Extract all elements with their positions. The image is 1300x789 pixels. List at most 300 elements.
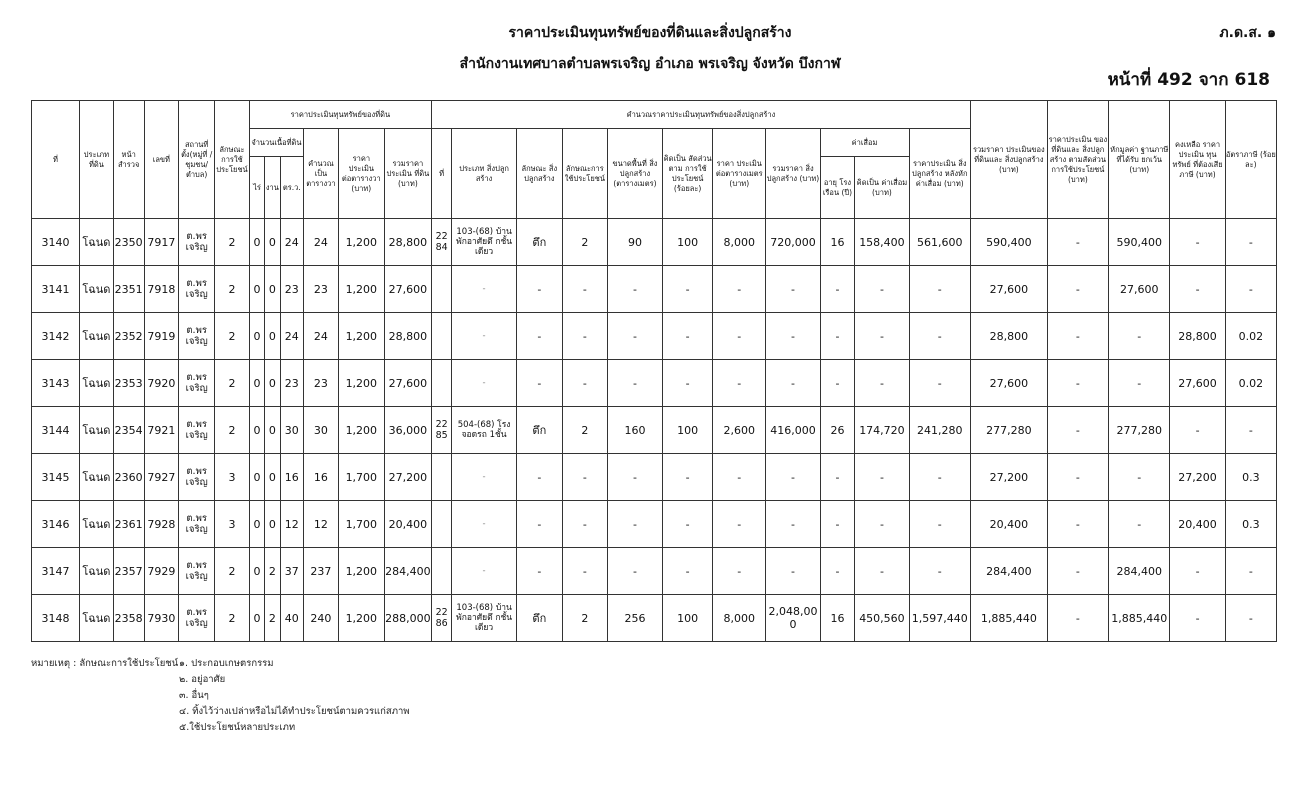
cell-b-no: 22 85: [431, 407, 451, 454]
cell-tax-rate: -: [1225, 219, 1276, 266]
cell-b-after-dep: -: [909, 501, 970, 548]
cell-grand-total: 1,885,440: [970, 595, 1047, 642]
cell-ngan: 2: [265, 595, 280, 642]
cell-location: ต.พร เจริญ: [179, 313, 215, 360]
cell-rai: 0: [249, 501, 264, 548]
cell-location: ต.พร เจริญ: [179, 501, 215, 548]
col-building-after-dep: ราคาประเมิน สิ่งปลูกสร้าง หลังหัก ค่าเสื่อม (บาท): [909, 129, 970, 219]
cell-sqwa: 37: [280, 548, 304, 595]
cell-grand-total: 284,400: [970, 548, 1047, 595]
cell-use-type: 3: [215, 501, 250, 548]
cell-b-area: -: [607, 548, 662, 595]
cell-land-type: โฉนด: [80, 266, 114, 313]
cell-total-land-value: 27,600: [384, 360, 431, 407]
cell-ngan: 0: [265, 501, 280, 548]
cell-deed-no: 7927: [144, 454, 179, 501]
cell-total-land-value: 28,800: [384, 219, 431, 266]
cell-b-use: 2: [562, 595, 607, 642]
cell-sqwa: 24: [280, 219, 304, 266]
cell-deed-no: 7929: [144, 548, 179, 595]
cell-dep-value: 158,400: [855, 219, 909, 266]
cell-tax-rate: 0.02: [1225, 313, 1276, 360]
cell-dep-age: -: [820, 360, 855, 407]
cell-rai: 0: [249, 595, 264, 642]
cell-b-after-dep: 561,600: [909, 219, 970, 266]
cell-b-ratio: -: [663, 548, 713, 595]
cell-b-kind: -: [516, 454, 562, 501]
cell-b-use: -: [562, 313, 607, 360]
col-dep-age: อายุ โรงเรือน (ปี): [820, 157, 855, 219]
cell-land-type: โฉนด: [80, 313, 114, 360]
col-sqwa: ตร.ว.: [280, 157, 304, 219]
cell-no: 3140: [32, 219, 80, 266]
cell-taxable: -: [1170, 595, 1225, 642]
cell-b-area: 90: [607, 219, 662, 266]
cell-value-by-use: -: [1047, 595, 1108, 642]
table-row: [32, 548, 1277, 595]
cell-land-type: โฉนด: [80, 407, 114, 454]
cell-b-area: -: [607, 266, 662, 313]
cell-location: ต.พร เจริญ: [179, 595, 215, 642]
cell-b-kind: -: [516, 360, 562, 407]
table-row: [32, 501, 1277, 548]
cell-deed-no: 7920: [144, 360, 179, 407]
cell-dep-age: -: [820, 266, 855, 313]
cell-price-per-sqwa: 1,200: [338, 548, 384, 595]
cell-sqwa: 23: [280, 360, 304, 407]
cell-grand-total: 20,400: [970, 501, 1047, 548]
cell-b-kind: -: [516, 266, 562, 313]
cell-price-per-sqwa: 1,200: [338, 219, 384, 266]
cell-b-no: 22 86: [431, 595, 451, 642]
cell-value-by-use: -: [1047, 266, 1108, 313]
cell-dep-age: 16: [820, 595, 855, 642]
cell-exemption: 27,600: [1109, 266, 1170, 313]
table-row: [32, 266, 1277, 313]
cell-total-land-value: 284,400: [384, 548, 431, 595]
cell-grand-total: 27,600: [970, 266, 1047, 313]
notes-item: ๕.ใช้ประโยชน์หลายประเภท: [179, 722, 296, 733]
cell-use-type: 2: [215, 595, 250, 642]
cell-use-type: 2: [215, 313, 250, 360]
cell-survey-page: 2354: [113, 407, 144, 454]
cell-no: 3148: [32, 595, 80, 642]
notes-label: หมายเหตุ : ลักษณะการใช้ประโยชน์: [31, 658, 179, 669]
cell-b-total: -: [766, 454, 820, 501]
cell-exemption: 590,400: [1109, 219, 1170, 266]
cell-dep-value: -: [855, 360, 909, 407]
cell-b-after-dep: -: [909, 454, 970, 501]
table-row: [32, 360, 1277, 407]
cell-location: ต.พร เจริญ: [179, 548, 215, 595]
cell-location: ต.พร เจริญ: [179, 407, 215, 454]
cell-b-ratio: 100: [663, 407, 713, 454]
cell-exemption: 1,885,440: [1109, 595, 1170, 642]
col-ngan: งาน: [265, 157, 280, 219]
cell-b-type: -: [452, 454, 516, 501]
cell-location: ต.พร เจริญ: [179, 219, 215, 266]
cell-b-total: 2,048,00 0: [766, 595, 820, 642]
cell-use-type: 2: [215, 360, 250, 407]
cell-grand-total: 28,800: [970, 313, 1047, 360]
cell-calc-sqwa: 237: [304, 548, 339, 595]
cell-b-use: 2: [562, 219, 607, 266]
col-use-type: ลักษณะ การใช้ ประโยชน์: [215, 101, 250, 219]
cell-b-price-sqm: -: [713, 313, 766, 360]
cell-taxable: 27,600: [1170, 360, 1225, 407]
cell-b-no: [431, 313, 451, 360]
cell-b-total: 720,000: [766, 219, 820, 266]
cell-price-per-sqwa: 1,700: [338, 501, 384, 548]
cell-no: 3142: [32, 313, 80, 360]
col-building-type: ประเภท สิ่งปลูกสร้าง: [452, 129, 516, 219]
cell-value-by-use: -: [1047, 454, 1108, 501]
cell-b-no: 22 84: [431, 219, 451, 266]
cell-b-area: -: [607, 360, 662, 407]
cell-b-type: 103-(68) บ้านพักอาศัยตึ กชั้นเดียว: [452, 219, 516, 266]
cell-dep-value: -: [855, 501, 909, 548]
cell-calc-sqwa: 24: [304, 313, 339, 360]
cell-grand-total: 27,600: [970, 360, 1047, 407]
cell-total-land-value: 28,800: [384, 313, 431, 360]
cell-b-total: -: [766, 266, 820, 313]
cell-b-kind: ตึก: [516, 595, 562, 642]
cell-taxable: 20,400: [1170, 501, 1225, 548]
cell-b-price-sqm: -: [713, 501, 766, 548]
assessment-table: [31, 100, 1277, 642]
cell-value-by-use: -: [1047, 407, 1108, 454]
cell-tax-rate: 0.3: [1225, 501, 1276, 548]
cell-b-use: -: [562, 266, 607, 313]
cell-dep-age: 16: [820, 219, 855, 266]
cell-tax-rate: -: [1225, 266, 1276, 313]
cell-price-per-sqwa: 1,200: [338, 313, 384, 360]
cell-price-per-sqwa: 1,200: [338, 407, 384, 454]
cell-land-type: โฉนด: [80, 454, 114, 501]
cell-dep-value: 174,720: [855, 407, 909, 454]
group-depreciation: ค่าเสื่อม: [820, 129, 909, 157]
cell-survey-page: 2352: [113, 313, 144, 360]
cell-b-ratio: 100: [663, 595, 713, 642]
cell-rai: 0: [249, 219, 264, 266]
cell-sqwa: 23: [280, 266, 304, 313]
col-survey-page: หน้า สำรวจ: [113, 101, 144, 219]
cell-dep-value: -: [855, 313, 909, 360]
cell-dep-age: -: [820, 454, 855, 501]
cell-survey-page: 2357: [113, 548, 144, 595]
cell-rai: 0: [249, 454, 264, 501]
cell-total-land-value: 27,600: [384, 266, 431, 313]
cell-taxable: -: [1170, 407, 1225, 454]
cell-b-price-sqm: -: [713, 360, 766, 407]
cell-rai: 0: [249, 360, 264, 407]
cell-dep-age: 26: [820, 407, 855, 454]
cell-exemption: -: [1109, 454, 1170, 501]
cell-rai: 0: [249, 407, 264, 454]
cell-b-area: -: [607, 454, 662, 501]
cell-rai: 0: [249, 266, 264, 313]
cell-no: 3146: [32, 501, 80, 548]
col-deed-no: เลขที่: [144, 101, 179, 219]
cell-exemption: 284,400: [1109, 548, 1170, 595]
cell-ngan: 0: [265, 219, 280, 266]
table-row: [32, 313, 1277, 360]
cell-sqwa: 24: [280, 313, 304, 360]
cell-calc-sqwa: 24: [304, 219, 339, 266]
cell-sqwa: 16: [280, 454, 304, 501]
page-subtitle: สำนักงานเทศบาลตำบลพรเจริญ อำเภอ พรเจริญ จังหวัด บึงกาฬ: [459, 56, 841, 72]
cell-grand-total: 27,200: [970, 454, 1047, 501]
col-total-land-value: รวมราคา ประเมิน ที่ดิน (บาท): [384, 129, 431, 219]
page-label: หน้าที่: [1107, 70, 1152, 90]
cell-total-land-value: 27,200: [384, 454, 431, 501]
cell-b-total: 416,000: [766, 407, 820, 454]
cell-b-ratio: -: [663, 360, 713, 407]
cell-ngan: 0: [265, 454, 280, 501]
col-dep-value: คิดเป็น ค่าเสื่อม (บาท): [855, 157, 909, 219]
cell-ngan: 0: [265, 360, 280, 407]
page-title: ราคาประเมินทุนทรัพย์ของที่ดินและสิ่งปลูกสร้าง: [508, 25, 792, 41]
cell-b-price-sqm: -: [713, 454, 766, 501]
cell-dep-age: -: [820, 548, 855, 595]
cell-location: ต.พร เจริญ: [179, 360, 215, 407]
cell-b-kind: -: [516, 501, 562, 548]
cell-b-price-sqm: 2,600: [713, 407, 766, 454]
cell-price-per-sqwa: 1,200: [338, 266, 384, 313]
cell-use-type: 2: [215, 548, 250, 595]
cell-b-after-dep: -: [909, 266, 970, 313]
cell-use-type: 2: [215, 407, 250, 454]
cell-sqwa: 12: [280, 501, 304, 548]
cell-b-area: 160: [607, 407, 662, 454]
cell-calc-sqwa: 240: [304, 595, 339, 642]
group-building: คำนวณราคาประเมินทุนทรัพย์ของสิ่งปลูกสร้าง: [431, 101, 970, 129]
cell-b-use: 2: [562, 407, 607, 454]
cell-survey-page: 2353: [113, 360, 144, 407]
cell-b-use: -: [562, 360, 607, 407]
cell-grand-total: 590,400: [970, 219, 1047, 266]
cell-calc-sqwa: 12: [304, 501, 339, 548]
cell-no: 3143: [32, 360, 80, 407]
cell-ngan: 0: [265, 407, 280, 454]
table-row: [32, 595, 1277, 642]
cell-survey-page: 2358: [113, 595, 144, 642]
col-location: สถานที่ ตั้ง(หมู่ที่ /ชุมชน/ ตำบล): [179, 101, 215, 219]
cell-dep-value: 450,560: [855, 595, 909, 642]
cell-b-ratio: 100: [663, 219, 713, 266]
cell-b-price-sqm: -: [713, 548, 766, 595]
cell-deed-no: 7928: [144, 501, 179, 548]
cell-tax-rate: -: [1225, 407, 1276, 454]
col-land-type: ประเภท ที่ดิน: [80, 101, 114, 219]
cell-b-price-sqm: 8,000: [713, 595, 766, 642]
col-building-no: ที่: [431, 129, 451, 219]
cell-b-price-sqm: -: [713, 266, 766, 313]
cell-b-use: -: [562, 548, 607, 595]
group-area: จำนวนเนื้อที่ดิน: [249, 129, 303, 157]
group-land: ราคาประเมินทุนทรัพย์ของที่ดิน: [249, 101, 431, 129]
cell-b-area: -: [607, 501, 662, 548]
cell-tax-rate: 0.02: [1225, 360, 1276, 407]
col-rai: ไร่: [249, 157, 264, 219]
cell-calc-sqwa: 30: [304, 407, 339, 454]
cell-taxable: -: [1170, 219, 1225, 266]
col-building-total: รวมราคา สิ่งปลูกสร้าง (บาท): [766, 129, 820, 219]
cell-b-type: -: [452, 266, 516, 313]
cell-total-land-value: 288,000: [384, 595, 431, 642]
cell-b-after-dep: 1,597,440: [909, 595, 970, 642]
cell-survey-page: 2361: [113, 501, 144, 548]
cell-tax-rate: -: [1225, 595, 1276, 642]
cell-no: 3141: [32, 266, 80, 313]
cell-b-ratio: -: [663, 313, 713, 360]
cell-b-after-dep: -: [909, 360, 970, 407]
cell-b-type: 504-(68) โรงจอดรถ 1ชั้น: [452, 407, 516, 454]
cell-b-area: -: [607, 313, 662, 360]
cell-dep-age: -: [820, 501, 855, 548]
cell-taxable: -: [1170, 548, 1225, 595]
cell-grand-total: 277,280: [970, 407, 1047, 454]
page-of-label: จาก: [1198, 70, 1229, 90]
cell-b-type: -: [452, 501, 516, 548]
cell-exemption: -: [1109, 313, 1170, 360]
cell-deed-no: 7918: [144, 266, 179, 313]
col-tax-rate: อัตราภาษี (ร้อยละ): [1225, 101, 1276, 219]
cell-b-after-dep: -: [909, 313, 970, 360]
col-grand-total: รวมราคา ประเมินของ ที่ดินและ สิ่งปลูกสร้าง (บาท): [970, 101, 1047, 219]
cell-value-by-use: -: [1047, 501, 1108, 548]
cell-b-ratio: -: [663, 501, 713, 548]
cell-sqwa: 30: [280, 407, 304, 454]
cell-b-no: [431, 501, 451, 548]
cell-dep-value: -: [855, 548, 909, 595]
cell-b-ratio: -: [663, 454, 713, 501]
table-body: [32, 219, 1277, 642]
cell-b-total: -: [766, 501, 820, 548]
cell-b-total: -: [766, 313, 820, 360]
page-total: 618: [1234, 70, 1270, 90]
cell-b-no: [431, 548, 451, 595]
notes-item: ๑. ประกอบเกษตรกรรม: [179, 658, 274, 669]
cell-exemption: -: [1109, 501, 1170, 548]
cell-rai: 0: [249, 313, 264, 360]
cell-b-type: -: [452, 360, 516, 407]
col-no: ที่: [32, 101, 80, 219]
cell-value-by-use: -: [1047, 313, 1108, 360]
cell-location: ต.พร เจริญ: [179, 454, 215, 501]
cell-b-total: -: [766, 548, 820, 595]
cell-b-type: -: [452, 313, 516, 360]
cell-ngan: 0: [265, 266, 280, 313]
cell-rai: 0: [249, 548, 264, 595]
cell-b-kind: ตึก: [516, 219, 562, 266]
cell-tax-rate: 0.3: [1225, 454, 1276, 501]
cell-b-after-dep: -: [909, 548, 970, 595]
cell-b-total: -: [766, 360, 820, 407]
col-exemption: หักมูลค่า ฐานภาษี ที่ได้รับ ยกเว้น (บาท): [1109, 101, 1170, 219]
cell-value-by-use: -: [1047, 219, 1108, 266]
cell-b-kind: ตึก: [516, 407, 562, 454]
cell-b-use: -: [562, 501, 607, 548]
page-indicator: [1108, 66, 1276, 93]
cell-survey-page: 2350: [113, 219, 144, 266]
cell-price-per-sqwa: 1,200: [338, 595, 384, 642]
cell-dep-value: -: [855, 266, 909, 313]
cell-no: 3145: [32, 454, 80, 501]
table-row: [32, 454, 1277, 501]
col-taxable: คงเหลือ ราคาประเมิน ทุนทรัพย์ ที่ต้องเสียภาษี (บาท): [1170, 101, 1225, 219]
cell-location: ต.พร เจริญ: [179, 266, 215, 313]
cell-taxable: 28,800: [1170, 313, 1225, 360]
cell-taxable: 27,200: [1170, 454, 1225, 501]
col-building-kind: ลักษณะ สิ่งปลูกสร้าง: [516, 129, 562, 219]
cell-b-kind: -: [516, 548, 562, 595]
cell-survey-page: 2360: [113, 454, 144, 501]
cell-b-kind: -: [516, 313, 562, 360]
cell-b-area: 256: [607, 595, 662, 642]
cell-land-type: โฉนด: [80, 548, 114, 595]
cell-deed-no: 7919: [144, 313, 179, 360]
cell-value-by-use: -: [1047, 548, 1108, 595]
cell-total-land-value: 20,400: [384, 501, 431, 548]
cell-dep-value: -: [855, 454, 909, 501]
cell-land-type: โฉนด: [80, 219, 114, 266]
cell-dep-age: -: [820, 313, 855, 360]
cell-deed-no: 7930: [144, 595, 179, 642]
cell-land-type: โฉนด: [80, 360, 114, 407]
col-calc-sqwa: คำนวณ เป็น ตารางวา: [304, 129, 339, 219]
table-row: [32, 407, 1277, 454]
cell-b-ratio: -: [663, 266, 713, 313]
table-row: [32, 219, 1277, 266]
cell-ngan: 0: [265, 313, 280, 360]
notes-item: ๔. ทิ้งไว้ว่างเปล่าหรือไม่ได้ทำประโยชน์ตามควรแก่สภาพ: [179, 706, 410, 717]
cell-survey-page: 2351: [113, 266, 144, 313]
col-price-per-sqwa: ราคา ประเมิน ต่อตารางวา (บาท): [338, 129, 384, 219]
cell-calc-sqwa: 23: [304, 266, 339, 313]
col-building-area: ขนาดพื้นที่ สิ่งปลูกสร้าง (ตารางเมตร): [607, 129, 662, 219]
cell-b-price-sqm: 8,000: [713, 219, 766, 266]
notes-item: ๒. อยู่อาศัย: [179, 674, 226, 685]
cell-b-no: [431, 266, 451, 313]
cell-sqwa: 40: [280, 595, 304, 642]
col-value-by-use: ราคาประเมิน ของที่ดินและ สิ่งปลูกสร้าง ตามสัดส่วน การใช้ประโยชน์ (บาท): [1047, 101, 1108, 219]
cell-calc-sqwa: 16: [304, 454, 339, 501]
notes: [31, 656, 410, 736]
cell-b-after-dep: 241,280: [909, 407, 970, 454]
notes-item: ๓. อื่นๆ: [179, 690, 209, 701]
cell-use-type: 2: [215, 219, 250, 266]
cell-b-no: [431, 360, 451, 407]
cell-land-type: โฉนด: [80, 501, 114, 548]
cell-price-per-sqwa: 1,200: [338, 360, 384, 407]
cell-total-land-value: 36,000: [384, 407, 431, 454]
cell-use-type: 3: [215, 454, 250, 501]
cell-no: 3147: [32, 548, 80, 595]
cell-taxable: -: [1170, 266, 1225, 313]
cell-deed-no: 7917: [144, 219, 179, 266]
page-number: 492: [1157, 70, 1193, 90]
form-code: ภ.ด.ส. ๑: [1219, 25, 1276, 41]
cell-land-type: โฉนด: [80, 595, 114, 642]
cell-b-use: -: [562, 454, 607, 501]
cell-b-type: -: [452, 548, 516, 595]
cell-price-per-sqwa: 1,700: [338, 454, 384, 501]
cell-tax-rate: -: [1225, 548, 1276, 595]
cell-b-type: 103-(68) บ้านพักอาศัยตึ กชั้นเดียว: [452, 595, 516, 642]
cell-deed-no: 7921: [144, 407, 179, 454]
cell-ngan: 2: [265, 548, 280, 595]
